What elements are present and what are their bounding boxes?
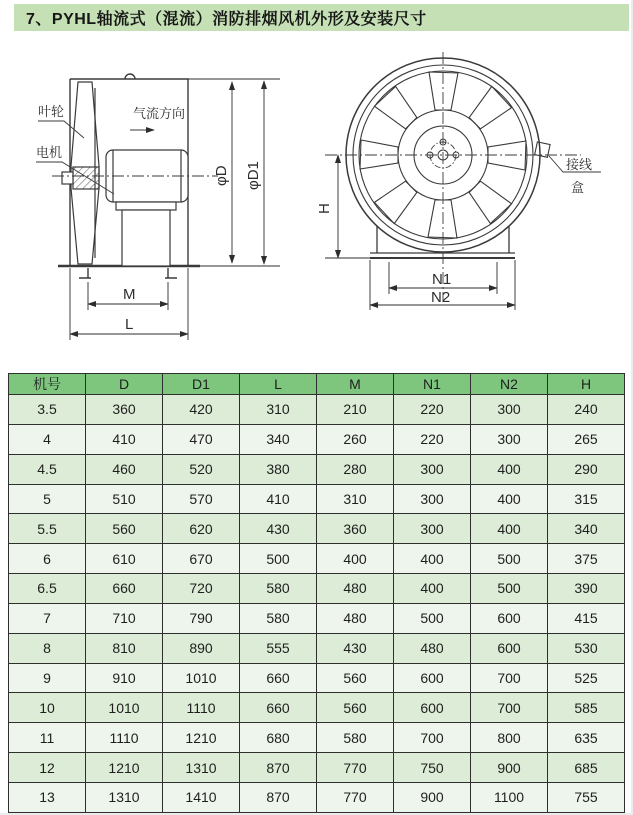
table-cell: 1010 <box>86 693 163 723</box>
table-row <box>9 723 625 753</box>
table-cell: 800 <box>471 723 548 753</box>
table-cell: 290 <box>548 454 625 484</box>
table-cell: 420 <box>163 395 240 425</box>
table-cell: 5 <box>9 484 86 514</box>
table-row <box>9 574 625 604</box>
col-header-l: L <box>240 374 317 395</box>
table-row <box>9 514 625 544</box>
table-cell: 580 <box>317 723 394 753</box>
table-cell: 380 <box>240 454 317 484</box>
table-row <box>9 544 625 574</box>
table-row <box>9 693 625 723</box>
table-cell: 525 <box>548 663 625 693</box>
table-cell: 500 <box>394 603 471 633</box>
table-cell: 870 <box>240 753 317 783</box>
table-cell: 340 <box>548 514 625 544</box>
table-cell: 600 <box>471 633 548 663</box>
table-cell: 1100 <box>471 782 548 812</box>
airflow-direction-label: 气流方向 <box>133 106 186 121</box>
table-header-row <box>9 374 625 395</box>
table-row <box>9 633 625 663</box>
table-cell: 810 <box>86 633 163 663</box>
table-cell: 870 <box>240 782 317 812</box>
table-cell: 265 <box>548 424 625 454</box>
table-cell: 900 <box>471 753 548 783</box>
table-cell: 310 <box>240 395 317 425</box>
table-cell: 7 <box>9 603 86 633</box>
table-row <box>9 484 625 514</box>
table-cell: 670 <box>163 544 240 574</box>
table-row <box>9 454 625 484</box>
dim-phi-d-label: φD <box>213 165 230 186</box>
motor-label: 电机 <box>36 145 63 160</box>
table-cell: 410 <box>240 484 317 514</box>
fan-side-view-drawing <box>18 48 308 370</box>
motor <box>106 150 188 266</box>
fan-front-view-drawing <box>313 42 625 364</box>
table-cell: 430 <box>317 633 394 663</box>
table-cell: 500 <box>471 574 548 604</box>
table-cell: 315 <box>548 484 625 514</box>
table-cell: 1110 <box>163 693 240 723</box>
table-cell: 220 <box>394 424 471 454</box>
table-cell: 600 <box>394 693 471 723</box>
table-cell: 300 <box>471 395 548 425</box>
table-cell: 1310 <box>86 782 163 812</box>
table-cell: 570 <box>163 484 240 514</box>
junction-box-label-1: 接线 <box>566 157 593 172</box>
table-row <box>9 395 625 425</box>
table-cell: 620 <box>163 514 240 544</box>
table-cell: 400 <box>471 484 548 514</box>
table-row <box>9 753 625 783</box>
table-cell: 4.5 <box>9 454 86 484</box>
table-cell: 1010 <box>163 663 240 693</box>
table-cell: 9 <box>9 663 86 693</box>
table-cell: 1210 <box>163 723 240 753</box>
base-stand <box>370 226 515 258</box>
table-cell: 510 <box>86 484 163 514</box>
table-cell: 1210 <box>86 753 163 783</box>
table-cell: 400 <box>394 544 471 574</box>
table-cell: 13 <box>9 782 86 812</box>
dimension-table <box>8 373 625 813</box>
dim-phi-d1-label: φD1 <box>245 161 262 190</box>
table-cell: 520 <box>163 454 240 484</box>
table-cell: 685 <box>548 753 625 783</box>
table-cell: 500 <box>471 544 548 574</box>
table-cell: 210 <box>317 395 394 425</box>
table-cell: 700 <box>471 693 548 723</box>
section-title: 7、PYHL轴流式（混流）消防排烟风机外形及安装尺寸 <box>26 11 427 28</box>
table-cell: 790 <box>163 603 240 633</box>
col-header-n2: N2 <box>471 374 548 395</box>
table-cell: 910 <box>86 663 163 693</box>
table-cell: 560 <box>86 514 163 544</box>
col-header-d: D <box>86 374 163 395</box>
table-cell: 680 <box>240 723 317 753</box>
table-cell: 5.5 <box>9 514 86 544</box>
table-cell: 580 <box>240 574 317 604</box>
table-cell: 500 <box>240 544 317 574</box>
table-cell: 720 <box>163 574 240 604</box>
table-cell: 580 <box>240 603 317 633</box>
dimension-table-body <box>9 395 625 813</box>
dim-n1-label: N1 <box>432 271 452 288</box>
table-cell: 11 <box>9 723 86 753</box>
table-cell: 415 <box>548 603 625 633</box>
table-cell: 660 <box>86 574 163 604</box>
table-cell: 360 <box>86 395 163 425</box>
table-cell: 750 <box>394 753 471 783</box>
col-header-d1: D1 <box>163 374 240 395</box>
table-cell: 400 <box>317 544 394 574</box>
table-cell: 1410 <box>163 782 240 812</box>
table-cell: 375 <box>548 544 625 574</box>
table-cell: 8 <box>9 633 86 663</box>
junction-box-label-2: 盒 <box>571 180 585 195</box>
table-cell: 6.5 <box>9 574 86 604</box>
table-cell: 755 <box>548 782 625 812</box>
table-cell: 400 <box>471 454 548 484</box>
col-header-model: 机号 <box>9 374 86 395</box>
col-header-n1: N1 <box>394 374 471 395</box>
table-cell: 460 <box>86 454 163 484</box>
table-cell: 890 <box>163 633 240 663</box>
table-cell: 470 <box>163 424 240 454</box>
table-cell: 610 <box>86 544 163 574</box>
table-cell: 600 <box>394 663 471 693</box>
table-row <box>9 603 625 633</box>
table-cell: 300 <box>394 484 471 514</box>
table-row <box>9 663 625 693</box>
dim-n2-label: N2 <box>431 289 451 306</box>
impeller-label: 叶轮 <box>38 104 65 119</box>
table-cell: 770 <box>317 782 394 812</box>
table-cell: 220 <box>394 395 471 425</box>
table-cell: 530 <box>548 633 625 663</box>
table-cell: 300 <box>394 454 471 484</box>
table-cell: 4 <box>9 424 86 454</box>
table-cell: 300 <box>471 424 548 454</box>
table-cell: 700 <box>471 663 548 693</box>
table-cell: 480 <box>317 574 394 604</box>
table-cell: 3.5 <box>9 395 86 425</box>
table-cell: 390 <box>548 574 625 604</box>
table-cell: 585 <box>548 693 625 723</box>
table-cell: 480 <box>317 603 394 633</box>
lifting-eye <box>125 74 135 79</box>
table-cell: 560 <box>317 663 394 693</box>
center-lines <box>325 52 581 302</box>
table-cell: 660 <box>240 693 317 723</box>
dim-h-label: H <box>316 203 333 214</box>
table-cell: 900 <box>394 782 471 812</box>
table-cell: 240 <box>548 395 625 425</box>
table-row <box>9 782 625 812</box>
table-cell: 340 <box>240 424 317 454</box>
table-cell: 770 <box>317 753 394 783</box>
table-cell: 700 <box>394 723 471 753</box>
table-cell: 6 <box>9 544 86 574</box>
table-cell: 310 <box>317 484 394 514</box>
table-cell: 10 <box>9 693 86 723</box>
table-cell: 1110 <box>86 723 163 753</box>
table-cell: 400 <box>394 574 471 604</box>
col-header-h: H <box>548 374 625 395</box>
table-cell: 480 <box>394 633 471 663</box>
col-header-m: M <box>317 374 394 395</box>
table-cell: 400 <box>471 514 548 544</box>
table-cell: 555 <box>240 633 317 663</box>
table-cell: 1310 <box>163 753 240 783</box>
table-cell: 360 <box>317 514 394 544</box>
table-cell: 300 <box>394 514 471 544</box>
table-cell: 635 <box>548 723 625 753</box>
dim-m-label: M <box>123 286 136 303</box>
table-cell: 660 <box>240 663 317 693</box>
table-row <box>9 424 625 454</box>
table-cell: 600 <box>471 603 548 633</box>
table-cell: 260 <box>317 424 394 454</box>
table-cell: 410 <box>86 424 163 454</box>
table-cell: 710 <box>86 603 163 633</box>
table-cell: 280 <box>317 454 394 484</box>
dim-l-label: L <box>125 316 134 333</box>
section-title-bar <box>14 4 629 31</box>
table-cell: 12 <box>9 753 86 783</box>
table-cell: 560 <box>317 693 394 723</box>
dimension-lines <box>325 155 515 310</box>
table-cell: 430 <box>240 514 317 544</box>
